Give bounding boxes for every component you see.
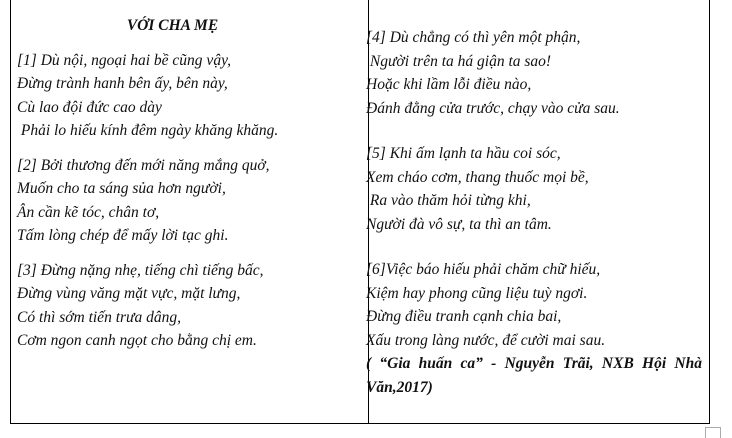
stanza-line: [1] Dù nội, ngoại hai bề cũng vậy, <box>17 51 231 69</box>
stanza-line: Người trên ta há giận ta sao! <box>366 52 552 70</box>
stanza-2 <box>17 154 352 248</box>
stanza-line: Ra vào thăm hỏi từng khi, <box>366 192 531 209</box>
stanza-line: Xem cháo cơm, thang thuốc mọi bề, <box>366 168 589 186</box>
stanza-line: Muốn cho ta sáng sủa hơn người, <box>17 180 226 197</box>
stanza-line: Ân cần kẽ tóc, chân tơ, <box>17 203 160 221</box>
stanza-line: Cơm ngon canh ngọt cho bằng chị em. <box>17 332 257 349</box>
stanza-line: Đừng vùng văng mặt vực, mặt lưng, <box>17 285 241 302</box>
stanza-line: [5] Khi ấm lạnh ta hầu coi sóc, <box>366 145 561 162</box>
stanza-line: Kiệm hay phong cũng liệu tuỳ ngơi. <box>366 284 588 302</box>
stanza-line: Đừng trành hanh bên ấy, bên này, <box>17 75 228 92</box>
page-corner-marker <box>705 427 721 438</box>
stanza-line: [6]Việc báo hiếu phải chăm chữ hiếu, <box>366 261 601 278</box>
stanza-line: Cù lao đội đức cao dày <box>17 98 162 116</box>
right-column <box>366 26 702 399</box>
poem-title: VỚI CHA MẸ <box>126 17 219 34</box>
stanza-line: Có thì sớm tiến trưa dâng, <box>17 308 181 326</box>
poem-source-citation: ( “Gia huấn ca” - Nguyễn Trãi, NXB Hội Nhà Văn,2017) <box>366 355 702 396</box>
stanza-5 <box>366 142 702 236</box>
stanza-line: [3] Đừng nặng nhẹ, tiếng chì tiếng bấc, <box>17 261 264 279</box>
stanza-3 <box>17 259 352 353</box>
stanza-line: Đánh đằng cửa trước, chạy vào cửa sau. <box>366 99 620 117</box>
stanza-line: Xấu trong làng nước, để cười mai sau. <box>366 331 606 349</box>
stanza-line: Tấm lòng chép để mấy lời tạc ghi. <box>17 227 229 244</box>
stanza-1 <box>17 49 352 143</box>
stanza-6 <box>366 258 702 352</box>
left-column <box>17 14 352 364</box>
stanza-4 <box>366 26 702 120</box>
stanza-line: Đừng điều tranh cạnh chia bai, <box>366 308 562 325</box>
stanza-line: [2] Bởi thương đến mới năng mắng quở, <box>17 156 270 174</box>
stanza-line: Hoặc khi lầm lỗi điều nào, <box>366 76 532 93</box>
stanza-line: Phải lo hiếu kính đêm ngày khăng khăng. <box>17 122 279 139</box>
stanza-line: [4] Dù chẳng có thì yên một phận, <box>366 29 581 46</box>
stanza-line: Người đà vô sự, ta thì an tâm. <box>366 215 552 233</box>
